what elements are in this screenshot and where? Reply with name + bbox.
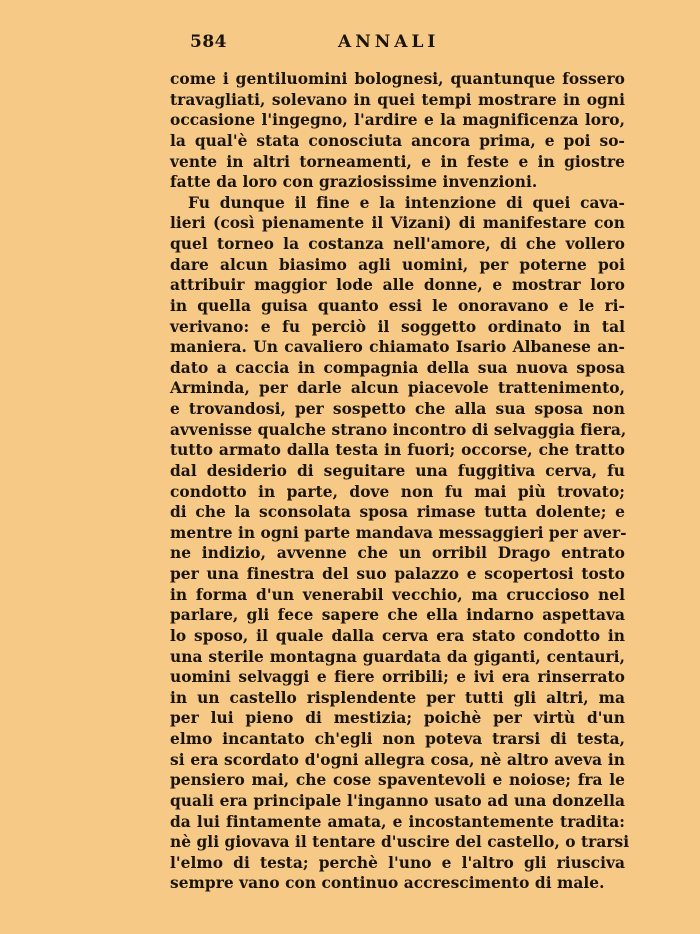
text-line: parlare, gli fece sapere che ella indarno aspettava xyxy=(170,606,625,625)
text-line: fatte da loro con graziosissime invenzioni. xyxy=(170,173,538,192)
text-line: per lui pieno di mestizia; poichè per virtù d'un xyxy=(170,709,625,728)
text-line: travagliati, solevano in quei tempi mostrare in ogni xyxy=(170,90,625,109)
text-line: e trovandosi, per sospetto che alla sua sposa non xyxy=(170,400,625,418)
text-line: di che la sconsolata sposa rimase tutta dolente; e xyxy=(170,503,625,522)
text-line: in quella guisa quanto essi le onoravano e le ri- xyxy=(170,296,625,315)
text-line: lieri (così pienamente il Vizani) di manifestare con xyxy=(170,214,625,233)
text-line: mentre in ogni parte mandava messaggieri per aver- xyxy=(170,523,627,542)
running-head xyxy=(190,32,450,56)
text-line: la qual'è stata conosciuta ancora prima, e poi so- xyxy=(170,131,625,150)
text-line: maniera. Un cavaliero chiamato Isario Albanese an- xyxy=(170,338,625,357)
text-line: si era scordato d'ogni allegra cosa, nè altro aveva in xyxy=(170,750,625,769)
text-line: condotto in parte, dove non fu mai più trovato; xyxy=(170,482,625,501)
text-line: ne indizio, avvenne che un orribil Drago entrato xyxy=(170,544,625,563)
text-line: uomini selvaggi e fiere orribili; e ivi era rinserrato xyxy=(170,668,625,687)
text-line: nè gli giovava il tentare d'uscire del castello, o trarsi xyxy=(170,833,630,852)
text-line: quali era principale l'inganno usato ad una donzella xyxy=(170,791,625,810)
text-line: Arminda, per darle alcun piacevole trattenimento, xyxy=(170,379,625,398)
text-line: Fu dunque il fine e la intenzione di quei cava- xyxy=(188,193,625,212)
text-line: in forma d'un venerabil vecchio, ma cruccioso nel xyxy=(170,585,625,604)
text-line: vente in altri torneamenti, e in feste e in giostre xyxy=(170,152,625,171)
running-title: ANNALI xyxy=(338,32,440,52)
text-line: dato a caccia in compagnia della sua nuova sposa xyxy=(170,358,625,377)
body-text xyxy=(170,69,630,894)
text-line: per una finestra del suo palazzo e scopertosi tosto xyxy=(170,565,625,583)
text-line: dare alcun biasimo agli uomini, per poterne poi xyxy=(170,255,625,274)
text-line: lo sposo, il quale dalla cerva era stato condotto in xyxy=(170,626,625,645)
text-line: sempre vano con continuo accrescimento di male. xyxy=(170,874,605,893)
text-line: avvenisse qualche strano incontro di selvaggia fiera, xyxy=(170,420,627,439)
text-line: tutto armato dalla testa in fuori; occorse, che tratto xyxy=(170,441,625,460)
text-line: dal desiderio di seguitare una fuggitiva cerva, fu xyxy=(170,461,625,480)
text-line: una sterile montagna guardata da giganti, centauri, xyxy=(170,647,625,666)
text-line: verivano: e fu perciò il soggetto ordinato in tal xyxy=(170,317,625,336)
text-line: in un castello risplendente per tutti gli altri, ma xyxy=(170,688,625,707)
text-line: pensiero mai, che cose spaventevoli e noiose; fra le xyxy=(170,771,625,790)
text-line: come i gentiluomini bolognesi, quantunque fossero xyxy=(170,70,625,88)
text-line: elmo incantato ch'egli non poteva trarsi di testa, xyxy=(170,730,625,748)
text-line: occasione l'ingegno, l'ardire e la magnificenza loro, xyxy=(170,111,625,130)
text-line: quel torneo la costanza nell'amore, di che vollero xyxy=(170,235,625,253)
text-line: attribuir maggior lode alle donne, e mostrar loro xyxy=(170,276,625,295)
text-line: da lui fintamente amata, e incostantemente tradita: xyxy=(170,812,625,831)
text-line: l'elmo di testa; perchè l'uno e l'altro gli riusciva xyxy=(170,853,625,872)
page-number: 584 xyxy=(190,32,227,52)
